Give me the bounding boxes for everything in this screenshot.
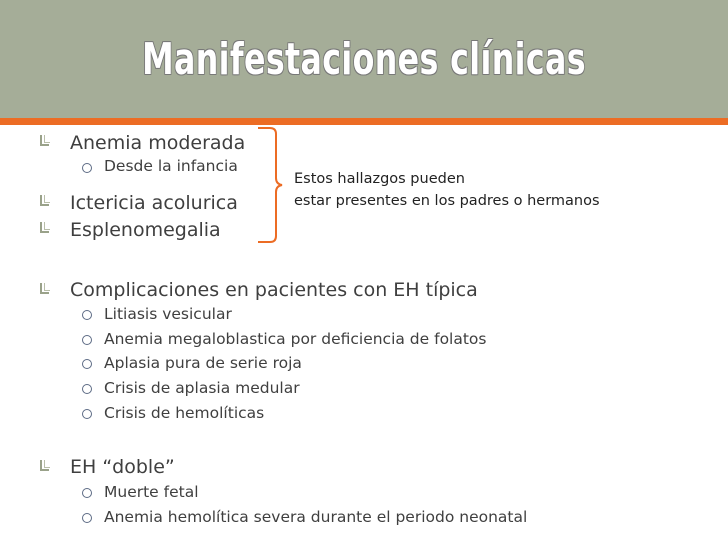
square-bullet-icon	[40, 283, 49, 294]
square-bullet-icon	[40, 195, 49, 206]
sub-bullet-text: Muerte fetal	[104, 483, 199, 501]
accent-divider	[0, 118, 728, 125]
square-bullet-icon	[40, 135, 49, 146]
circle-bullet-icon	[82, 488, 92, 498]
circle-bullet-icon	[82, 384, 92, 394]
sub-bullet-text: Aplasia pura de serie roja	[104, 354, 302, 372]
bullet-text: Anemia moderada	[70, 132, 246, 154]
bullet-text: Complicaciones en pacientes con EH típica	[70, 279, 478, 301]
square-bullet-icon	[40, 460, 49, 471]
sub-bullet-text: Litiasis vesicular	[104, 305, 232, 323]
slide-title: Manifestaciones clínicas	[142, 34, 586, 85]
sub-bullet-text: Anemia megaloblastica por deficiencia de folatos	[104, 330, 487, 348]
circle-bullet-icon	[82, 310, 92, 320]
sub-bullet-text: Desde la infancia	[104, 157, 238, 175]
circle-bullet-icon	[82, 409, 92, 419]
curly-brace-icon	[256, 126, 286, 244]
sub-bullet-text: Crisis de hemolíticas	[104, 404, 265, 422]
circle-bullet-icon	[82, 359, 92, 369]
sub-bullet-text: Anemia hemolítica severa durante el periodo neonatal	[104, 508, 528, 526]
circle-bullet-icon	[82, 513, 92, 523]
side-note-line-2: estar presentes en los padres o hermanos	[294, 193, 600, 209]
side-note-line-1: Estos hallazgos pueden	[294, 171, 465, 187]
circle-bullet-icon	[82, 335, 92, 345]
sub-bullet-text: Crisis de aplasia medular	[104, 379, 300, 397]
bullet-text: Ictericia acolurica	[70, 192, 238, 214]
bullet-text: EH “doble”	[70, 456, 175, 478]
circle-bullet-icon	[82, 163, 92, 173]
bullet-text: Esplenomegalia	[70, 219, 221, 241]
square-bullet-icon	[40, 222, 49, 233]
